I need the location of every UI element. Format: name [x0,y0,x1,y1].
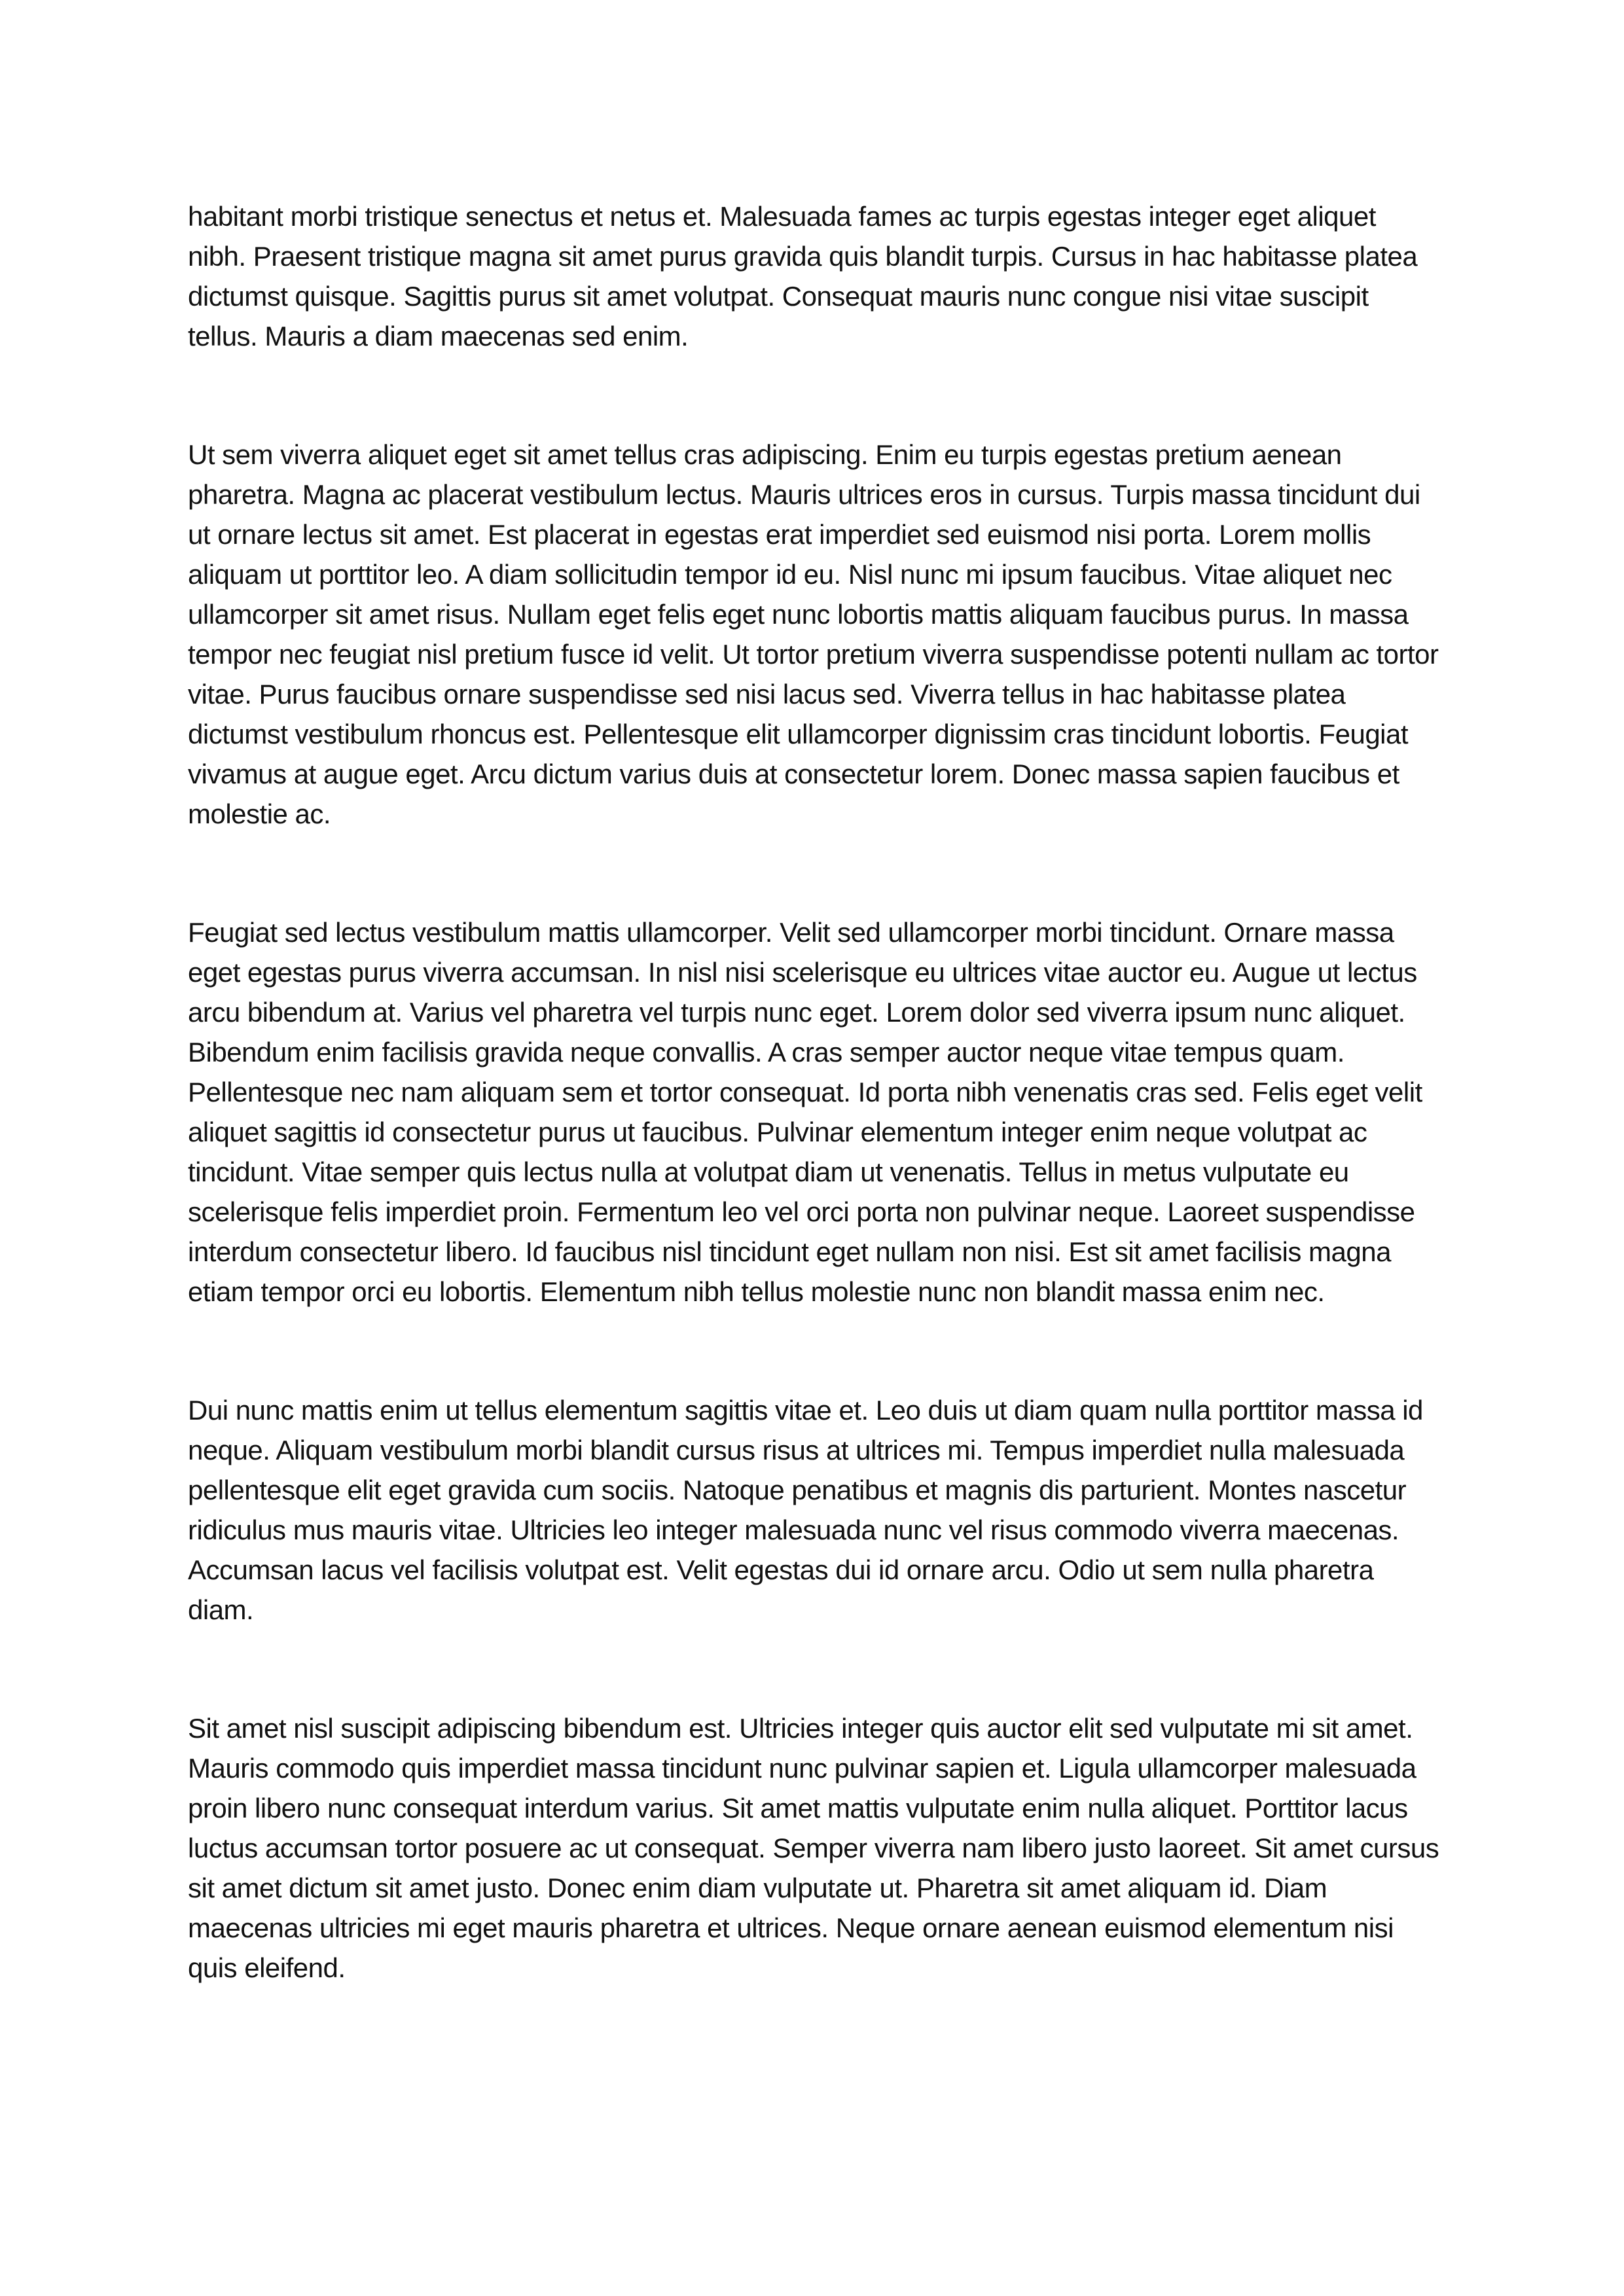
paragraph-1: habitant morbi tristique senectus et netus et. Malesuada fames ac turpis egestas integer eget aliquet nibh. Praesent tristique magna sit amet purus gravida quis blandit turpis. Cursus in hac habitasse platea dictumst quisque. Sagittis purus sit amet volutpat. Consequat mauris nunc congue nisi vitae suscipit tellus. Mauris a diam maecenas sed enim. [188,201,1418,351]
paragraph-4: Dui nunc mattis enim ut tellus elementum sagittis vitae et. Leo duis ut diam quam nulla porttitor massa id neque. Aliquam vestibulum morbi blandit cursus risus at ultrices mi. Tempus imperdiet nulla malesuada pellentesque elit eget gravida cum sociis. Natoque penatibus et magnis dis parturient. Montes nascetur ridiculus mus mauris vitae. Ultricies leo integer malesuada nunc vel risus commodo viverra maecenas. Accumsan lacus vel facilisis volutpat est. Velit egestas dui id ornare arcu. Odio ut sem nulla pharetra diam. [188,1395,1423,1625]
paragraph-3: Feugiat sed lectus vestibulum mattis ullamcorper. Velit sed ullamcorper morbi tincidunt. Ornare massa eget egestas purus viverra accumsan. In nisl nisi scelerisque eu ultrices vitae auctor eu. Augue ut lectus arcu bibendum at. Varius vel pharetra vel turpis nunc eget. Lorem dolor sed viverra ipsum nunc aliquet. Bibendum enim facilisis gravida neque convallis. A cras semper auctor neque vitae tempus quam. Pellentesque nec nam aliquam sem et tortor consequat. Id porta nibh venenatis cras sed. Felis eget velit aliquet sagittis id consectetur purus ut faucibus. Pulvinar elementum integer enim neque volutpat ac tincidunt. Vitae semper quis lectus nulla at volutpat diam ut venenatis. Tellus in metus vulputate eu scelerisque felis imperdiet proin. Fermentum leo vel orci porta non pulvinar neque. Laoreet suspendisse interdum consectetur libero. Id faucibus nisl tincidunt eget nullam non nisi. Est sit amet facilisis magna etiam tempor orci eu lobortis. Elementum nibh tellus molestie nunc non blandit massa enim nec. [188,917,1422,1307]
paragraph-2: Ut sem viverra aliquet eget sit amet tellus cras adipiscing. Enim eu turpis egestas pretium aenean pharetra. Magna ac placerat vestibulum lectus. Mauris ultrices eros in cursus. Turpis massa tincidunt dui ut ornare lectus sit amet. Est placerat in egestas erat imperdiet sed euismod nisi porta. Lorem mollis aliquam ut porttitor leo. A diam sollicitudin tempor id eu. Nisl nunc mi ipsum faucibus. Vitae aliquet nec ullamcorper sit amet risus. Nullam eget felis eget nunc lobortis mattis aliquam faucibus purus. In massa tempor nec feugiat nisl pretium fusce id velit. Ut tortor pretium viverra suspendisse potenti nullam ac tortor vitae. Purus faucibus ornare suspendisse sed nisi lacus sed. Viverra tellus in hac habitasse platea dictumst vestibulum rhoncus est. Pellentesque elit ullamcorper dignissim cras tincidunt lobortis. Feugiat vivamus at augue eget. Arcu dictum varius duis at consectetur lorem. Donec massa sapien faucibus et molestie ac. [188,439,1439,829]
paragraph-5: Sit amet nisl suscipit adipiscing bibendum est. Ultricies integer quis auctor elit sed vulputate mi sit amet. Mauris commodo quis imperdiet massa tincidunt nunc pulvinar sapien et. Ligula ullamcorper malesuada proin libero nunc consequat interdum varius. Sit amet mattis vulputate enim nulla aliquet. Porttitor lacus luctus accumsan tortor posuere ac ut consequat. Semper viverra nam libero justo laoreet. Sit amet cursus sit amet dictum sit amet justo. Donec enim diam vulputate ut. Pharetra sit amet aliquam id. Diam maecenas ultricies mi eget mauris pharetra et ultrices. Neque ornare aenean euismod elementum nisi quis eleifend. [188,1713,1439,1983]
document-body [188,196,1439,1988]
